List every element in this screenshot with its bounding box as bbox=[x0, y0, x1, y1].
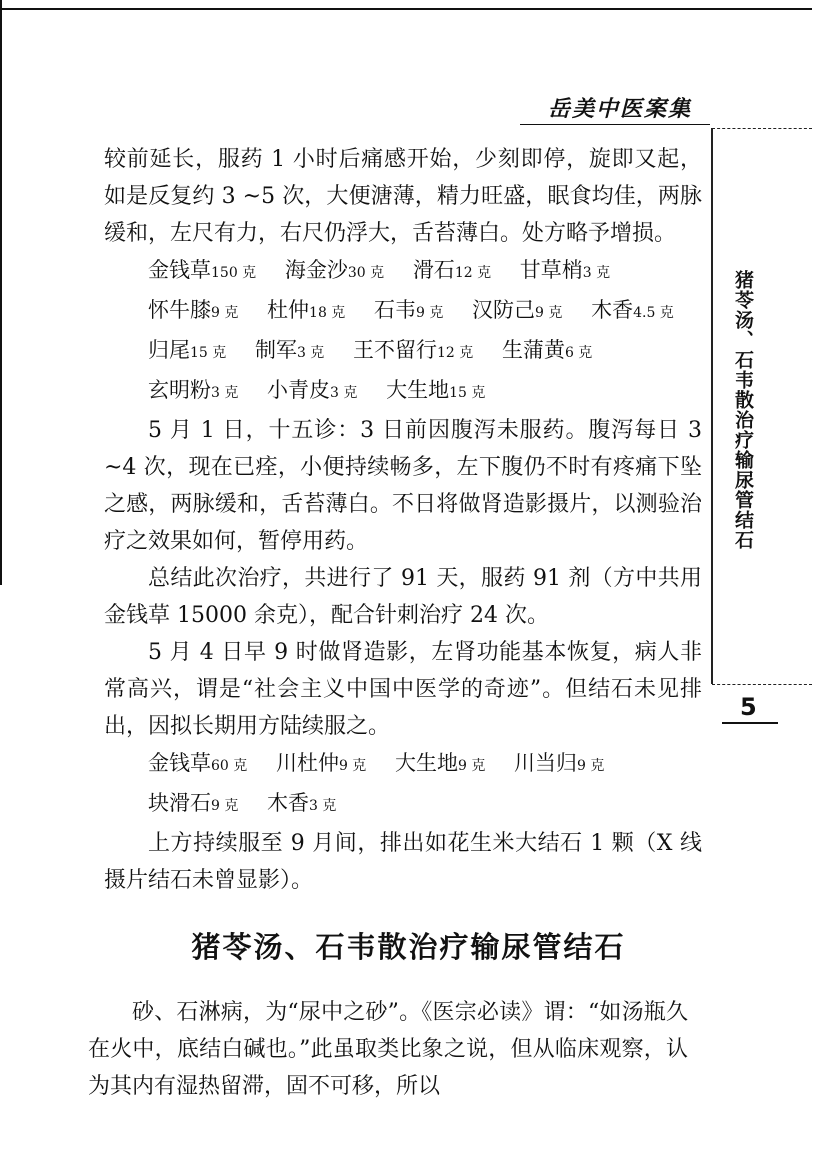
herb-name: 归尾 bbox=[148, 338, 190, 362]
herb-item bbox=[413, 258, 491, 282]
paragraph: 较前延长，服药 1 小时后痛感开始，少刻即停，旋即又起，如是反复约 3 ~5 次，大便溏薄，精力旺盛，眠食均佳，两脉缓和，左尺有力，右尺仍浮大，舌苔薄白。处方略予增损。 bbox=[104, 147, 702, 246]
side-rule bbox=[711, 128, 713, 684]
herb-item bbox=[386, 378, 485, 402]
herb-name: 小青皮 bbox=[267, 378, 331, 402]
main-text bbox=[104, 141, 702, 899]
herb-item bbox=[148, 378, 238, 402]
herb-name: 大生地 bbox=[395, 751, 458, 775]
herb-name: 杜仲 bbox=[267, 298, 310, 322]
herb-item bbox=[520, 258, 610, 282]
paragraph: 5 月 1 日，十五诊：3 日前因腹泻未服药。腹泻每日 3 ~4 次，现在已痊，小便持续畅多，左下腹仍不时有疼痛下坠之感，两脉缓和，舌苔薄白。不日将做肾造影摄片，以测验治疗之效果如何，暂停用药。 bbox=[104, 418, 702, 554]
herb-name: 甘草梢 bbox=[519, 258, 583, 282]
page-left-edge bbox=[0, 0, 2, 585]
herb-item bbox=[591, 298, 674, 322]
paragraph: 5 月 4 日早 9 时做肾造影，左肾功能基本恢复，病人非常高兴，谓是“社会主义中国中医学的奇迹”。但结石未见排出，因拟长期用方陆续服之。 bbox=[104, 640, 702, 739]
herb-name: 块滑石 bbox=[148, 791, 211, 815]
herb-name: 生蒲黄 bbox=[501, 338, 565, 362]
herb-dose: 4.5 克 bbox=[633, 305, 674, 321]
herb-name: 金钱草 bbox=[148, 258, 211, 282]
herb-item bbox=[374, 298, 443, 322]
herb-item bbox=[502, 338, 592, 362]
herb-item bbox=[276, 751, 366, 775]
herb-item bbox=[472, 298, 562, 322]
prescription-2 bbox=[104, 745, 702, 825]
herb-dose: 60 克 bbox=[211, 758, 248, 774]
herb-item bbox=[148, 338, 226, 362]
herb-dose: 12 克 bbox=[437, 345, 474, 361]
herb-dose: 18 克 bbox=[309, 305, 346, 321]
herb-dose: 3 克 bbox=[582, 265, 611, 281]
herb-item bbox=[148, 298, 238, 322]
herb-dose: 150 克 bbox=[211, 265, 257, 281]
herb-dose: 3 克 bbox=[330, 385, 358, 401]
herb-item bbox=[353, 338, 473, 362]
herb-dose: 12 克 bbox=[454, 265, 492, 281]
herb-name: 汉防己 bbox=[472, 298, 536, 322]
herb-name: 川杜仲 bbox=[275, 751, 339, 775]
herb-dose: 9 克 bbox=[577, 758, 605, 774]
paragraph: 总结此次治疗，共进行了 91 天，服药 91 剂（方中共用金钱草 15000 余克），配合针刺治疗 24 次。 bbox=[104, 566, 702, 628]
herb-name: 木香 bbox=[591, 298, 634, 322]
top-rule bbox=[0, 8, 812, 10]
herb-dose: 3 克 bbox=[309, 798, 337, 814]
side-dash-bottom bbox=[712, 684, 812, 685]
herb-dose: 9 克 bbox=[458, 758, 486, 774]
herb-dose: 3 克 bbox=[296, 345, 325, 361]
herb-item bbox=[255, 338, 324, 362]
herb-dose: 9 克 bbox=[338, 758, 367, 774]
paragraph: 上方持续服至 9 月间，排出如花生米大结石 1 颗（X 线摄片结石未曾显影）。 bbox=[104, 831, 702, 893]
herb-dose: 9 克 bbox=[211, 305, 239, 321]
section-text bbox=[88, 994, 688, 1105]
herb-name: 金钱草 bbox=[148, 751, 211, 775]
page-number-rule bbox=[722, 722, 778, 724]
herb-name: 怀牛膝 bbox=[148, 298, 211, 322]
herb-dose: 6 克 bbox=[564, 345, 593, 361]
page-number: 5 bbox=[740, 693, 757, 721]
paragraph: 砂、石淋病，为“尿中之砂”。《医宗必读》谓：“如汤瓶久在火中，底结白碱也。”此虽取类比象之说，但从临床观察，认为其内有湿热留滞，固不可移，所以 bbox=[88, 1000, 688, 1099]
side-dash-top bbox=[712, 128, 812, 129]
herb-item bbox=[395, 751, 485, 775]
herb-dose: 15 克 bbox=[190, 345, 227, 361]
herb-item bbox=[267, 298, 345, 322]
herb-dose: 30 克 bbox=[347, 265, 385, 281]
prescription-1 bbox=[104, 252, 702, 412]
herb-dose: 9 克 bbox=[416, 305, 444, 321]
herb-dose: 9 克 bbox=[535, 305, 563, 321]
herb-name: 木香 bbox=[267, 791, 310, 815]
herb-name: 石韦 bbox=[374, 298, 416, 322]
herb-name: 滑石 bbox=[412, 258, 455, 282]
herb-item bbox=[148, 791, 238, 815]
herb-item bbox=[267, 378, 357, 402]
herb-name: 玄明粉 bbox=[148, 378, 211, 402]
herb-name: 大生地 bbox=[386, 378, 450, 402]
herb-dose: 3 克 bbox=[211, 385, 239, 401]
herb-item bbox=[285, 258, 384, 282]
header-rule bbox=[520, 124, 710, 125]
herb-dose: 9 克 bbox=[211, 798, 239, 814]
herb-name: 王不留行 bbox=[353, 338, 437, 362]
section-title: 猪苓汤、石韦散治疗输尿管结石 bbox=[191, 930, 626, 964]
herb-item bbox=[514, 751, 604, 775]
herb-item bbox=[267, 791, 336, 815]
herb-name: 海金沙 bbox=[284, 258, 348, 282]
herb-name: 制军 bbox=[254, 338, 297, 362]
herb-item bbox=[148, 258, 256, 282]
herb-dose: 15 克 bbox=[449, 385, 486, 401]
herb-name: 川当归 bbox=[514, 751, 578, 775]
herb-item bbox=[148, 751, 247, 775]
side-vertical-title: 猪苓汤、石韦散治疗输尿管结石 bbox=[732, 270, 754, 550]
book-title: 岳美中医案集 bbox=[548, 96, 693, 122]
